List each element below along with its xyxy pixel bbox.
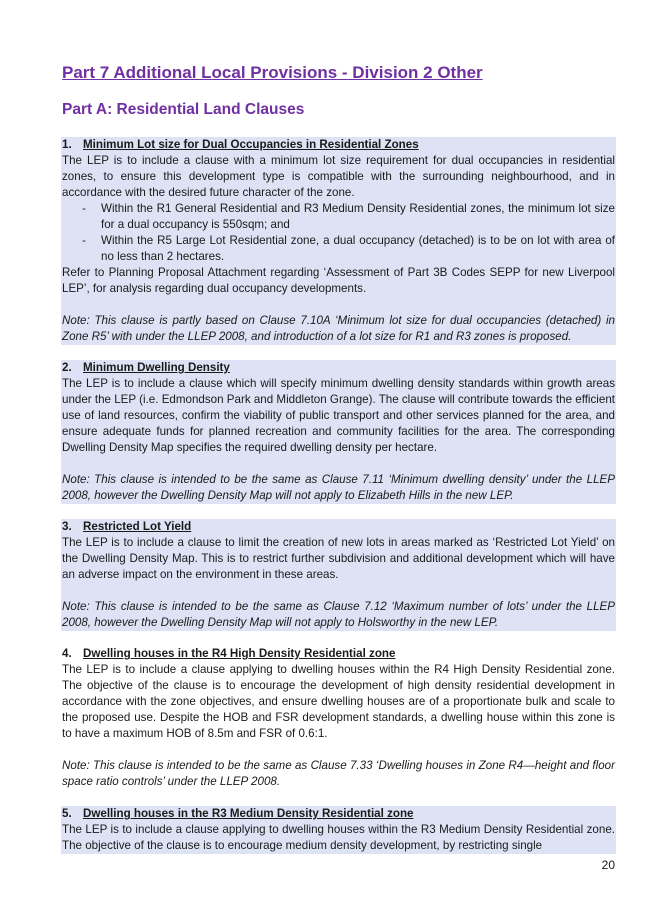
section-5 <box>61 806 616 854</box>
section-4 <box>61 646 616 790</box>
page-number: 20 <box>601 858 615 872</box>
section-1-title <box>61 137 616 153</box>
part-heading: Part 7 Additional Local Provisions - Division 2 Other <box>62 63 483 82</box>
section-5-body: The LEP is to include a clause applying to dwelling houses within the R3 Medium Density Residential zone. The objective of the clause is to encourage medium density development, by restricting single <box>62 823 615 852</box>
section-number: 4. <box>62 647 72 660</box>
bullet-dash: - <box>82 202 86 215</box>
bullet-text: Within the R5 Large Lot Residential zone, a dual occupancy (detached) is to be on lot with area of no less than 2 hectares. <box>101 234 615 263</box>
section-1-body: The LEP is to include a clause with a minimum lot size requirement for dual occupancies in residential zones, to ensure this development type is compatible with the surrounding neighbourhood, and in accordance with the desired future character of the zone. <box>62 154 615 199</box>
bullet-dash: - <box>82 234 86 247</box>
section-1-bullet <box>61 233 616 265</box>
section-number: 5. <box>62 807 72 820</box>
section-4-body: The LEP is to include a clause applying to dwelling houses within the R4 High Density Residential zone. The objective of the clause is to encourage the development of high density residential development in accordance with the zone objectives, and ensure dwelling houses are of a proportionate bulk and scale to the proposed use. Despite the HOB and FSR development standards, a dwelling house within this zone is to have a maximum HOB of 8.5m and FSR of 0.6:1. <box>62 663 615 740</box>
section-2-body: The LEP is to include a clause which will specify minimum dwelling density standards within growth areas under the LEP (i.e. Edmondson Park and Middleton Grange). The clause will contribute towards the efficient use of land resources, confirm the viability of public transport and other services planned for the area, and ensure adequate funds for planned recreation and community facilities for the area. The corresponding Dwelling Density Map specifies the required dwelling density per hectare. <box>62 377 615 454</box>
section-title: Dwelling houses in the R3 Medium Density Residential zone <box>83 807 414 820</box>
section-1-bullet <box>61 201 616 233</box>
part-subheading: Part A: Residential Land Clauses <box>62 101 305 118</box>
section-1-body-2: Refer to Planning Proposal Attachment regarding ‘Assessment of Part 3B Codes SEPP for new Liverpool LEP’, for analysis regarding dual occupancy developments. <box>62 266 615 295</box>
section-2 <box>61 360 616 504</box>
section-number: 3. <box>62 520 72 533</box>
section-2-title <box>61 360 616 376</box>
section-spacer <box>61 456 616 472</box>
section-title: Restricted Lot Yield <box>83 520 192 533</box>
bullet-text: Within the R1 General Residential and R3 Medium Density Residential zones, the minimum lot size for a dual occupancy is 550sqm; and <box>101 202 615 231</box>
section-spacer <box>61 742 616 758</box>
section-3 <box>61 519 616 631</box>
section-number: 1. <box>62 138 72 151</box>
section-spacer <box>61 583 616 599</box>
section-5-title <box>61 806 616 822</box>
section-4-title <box>61 646 616 662</box>
section-3-body: The LEP is to include a clause to limit the creation of new lots in areas marked as ‘Restricted Lot Yield’ on the Dwelling Density Map. This is to restrict further subdivision and additional development which will have an adverse impact on the environment in these areas. <box>62 536 615 581</box>
section-1 <box>61 137 616 345</box>
section-2-note: Note: This clause is intended to be the same as Clause 7.11 ‘Minimum dwelling density’ under the LLEP 2008, however the Dwelling Density Map will not apply to Elizabeth Hills in the new LEP. <box>62 473 615 502</box>
section-title: Minimum Dwelling Density <box>83 361 230 374</box>
section-spacer <box>61 297 616 313</box>
section-1-note: Note: This clause is partly based on Clause 7.10A ‘Minimum lot size for dual occupancies (detached) in Zone R5’ with under the LLEP 2008, and introduction of a lot size for R1 and R3 zones is proposed. <box>62 314 615 343</box>
section-4-note: Note: This clause is intended to be the same as Clause 7.33 ‘Dwelling houses in Zone R4—height and floor space ratio controls’ under the LLEP 2008. <box>62 759 615 788</box>
section-title: Minimum Lot size for Dual Occupancies in Residential Zones <box>83 138 419 151</box>
section-number: 2. <box>62 361 72 374</box>
section-3-note: Note: This clause is intended to be the same as Clause 7.12 ‘Maximum number of lots’ under the LLEP 2008, however the Dwelling Density Map will not apply to Holsworthy in the new LEP. <box>62 600 615 629</box>
section-3-title <box>61 519 616 535</box>
section-title: Dwelling houses in the R4 High Density Residential zone <box>83 647 396 660</box>
